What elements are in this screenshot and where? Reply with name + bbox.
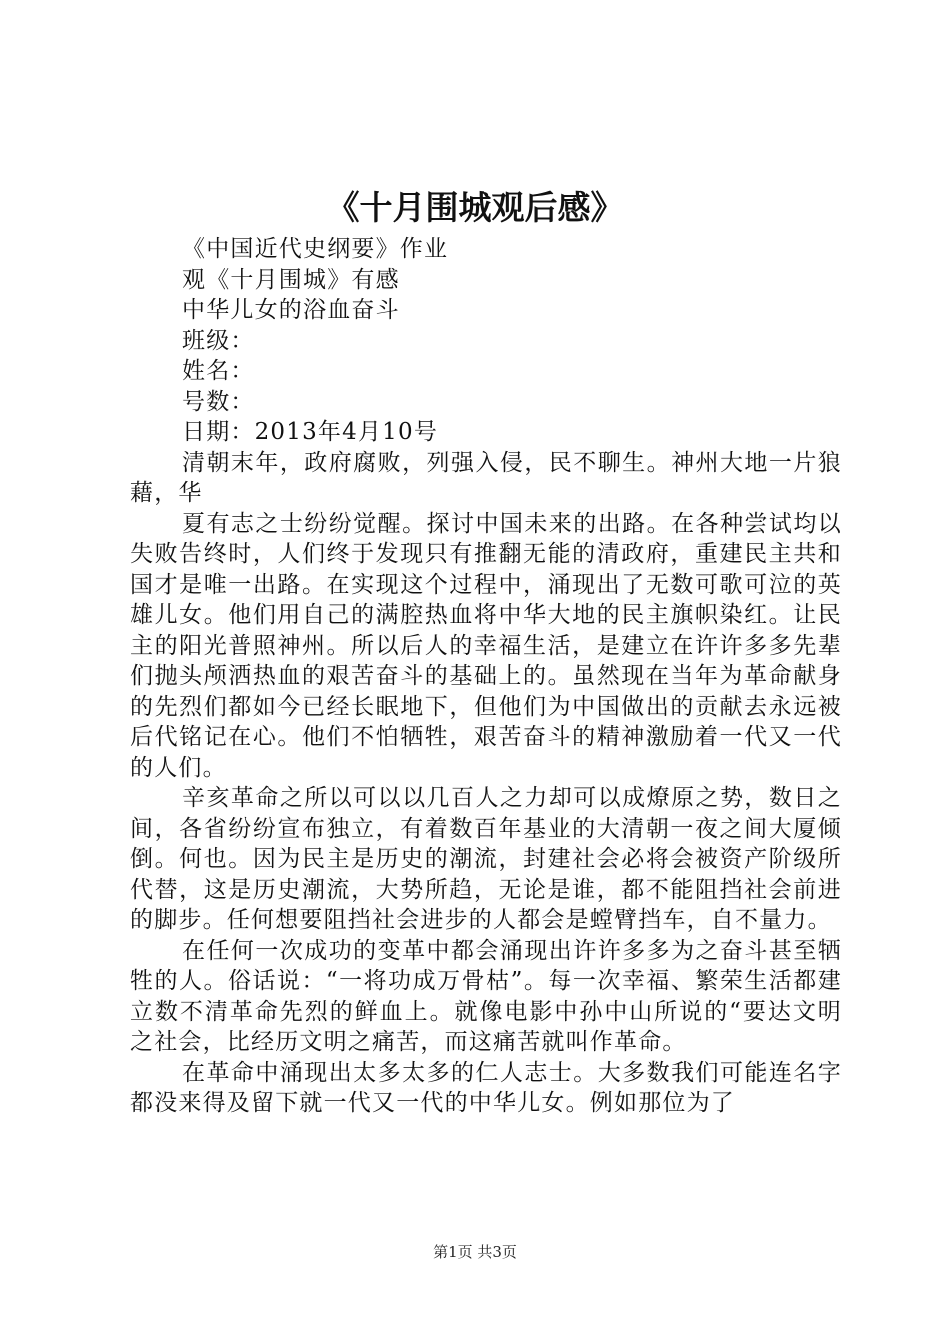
paragraph-4: 在任何一次成功的变革中都会涌现出许许多多为之奋斗甚至牺牲的人。俗话说：“一将功成万骨枯”。每一次幸福、繁荣生活都建立数不清革命先烈的鲜血上。就像电影中孙中山所说的“要达文明之社会，比经历文明之痛苦，而这痛苦就叫作革命。: [130, 937, 842, 1055]
meta-date-line: 日期：2013年4月10号: [182, 419, 439, 445]
page-footer: 第1页 共3页: [433, 1243, 517, 1261]
document-title: 《十月围城观后感》: [326, 188, 624, 227]
paragraph-3: 辛亥革命之所以可以以几百人之力却可以成燎原之势，数日之间，各省纷纷宣布独立，有着数百年基业的大清朝一夜之间大厦倾倒。何也。因为民主是历史的潮流，封建社会必将会被资产阶级所代替，这是历史潮流，大势所趋，无论是谁，都不能阻挡社会前进的脚步。任何想要阻挡社会进步的人都会是螳臂挡车，自不量力。: [130, 785, 842, 933]
document-body: [130, 234, 842, 1119]
meta-course-line: 《中国近代史纲要》作业: [182, 236, 449, 262]
meta-subtitle-line: 观《十月围城》有感: [182, 266, 400, 293]
meta-class-line: 班级：: [182, 327, 255, 354]
meta-name-line: 姓名：: [182, 358, 255, 384]
paragraph-5: 在革命中涌现出太多太多的仁人志士。大多数我们可能连名字都没来得及留下就一代又一代的中华儿女。例如那位为了: [130, 1059, 842, 1116]
meta-number-line: 号数：: [182, 388, 255, 415]
paragraph-2: 夏有志之士纷纷觉醒。探讨中国未来的出路。在各种尝试均以失败告终时，人们终于发现只有推翻无能的清政府，重建民主共和国才是唯一出路。在实现这个过程中，涌现出了无数可歌可泣的英雄儿女。他们用自己的满腔热血将中华大地的民主旗帜染红。让民主的阳光普照神州。所以后人的幸福生活，是建立在许许多多先辈们抛头颅洒热血的艰苦奋斗的基础上的。虽然现在当年为革命献身的先烈们都如今已经长眠地下，但他们为中国做出的贡献去永远被后代铭记在心。他们不怕牺牲，艰苦奋斗的精神激励着一代又一代的人们。: [130, 510, 842, 781]
paragraph-1: 清朝末年，政府腐败，列强入侵，民不聊生。神州大地一片狼藉，华: [130, 449, 842, 506]
meta-theme-line: 中华儿女的浴血奋斗: [182, 297, 400, 323]
